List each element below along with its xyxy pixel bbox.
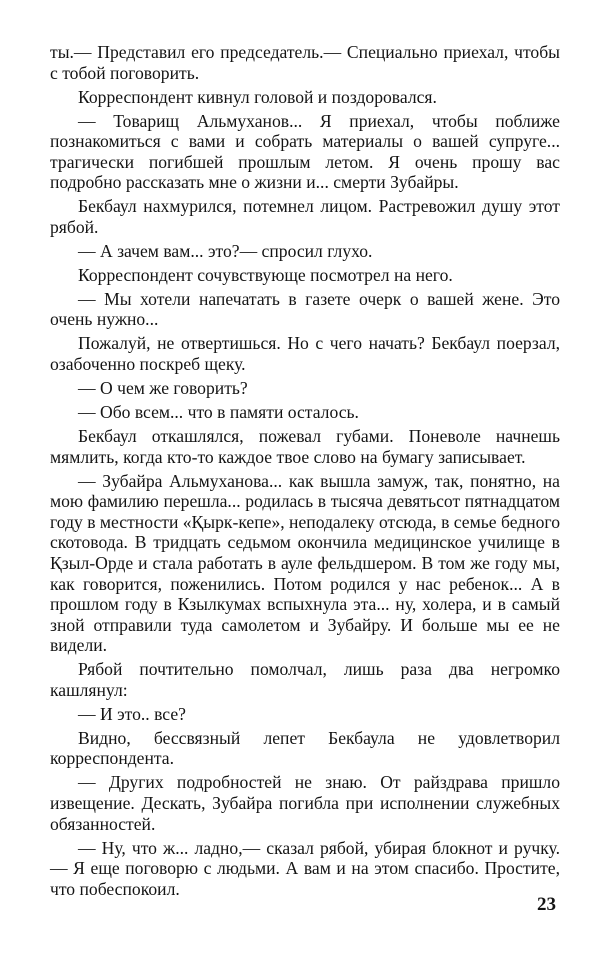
paragraph: Бекбаул нахмурился, потемнел лицом. Растревожил душу этот рябой. xyxy=(50,196,560,237)
paragraph: — А зачем вам... это?— спросил глухо. xyxy=(78,240,373,261)
paragraph: Рябой почтительно помолчал, лишь раза два негромко кашлянул: xyxy=(50,659,560,700)
paragraph: — Мы хотели напечатать в газете очерк о вашей жене. Это очень нужно... xyxy=(50,288,560,330)
paragraph: — Зубайра Альмуханова... как вышла замуж, так, понятно, на мою фамилию перешла... родилась в тысяча девятьсот пятнадцатом году в местности «Қырк-кепе», неподалеку отсюда, в семье бедного скотовода. В тридцать седьмом окончила медицинское училище в Қзыл-Орде и стала работать в ауле фельдшером. В том же году мы, как говорится, поженились. Потом родился у нас ребенок... А в прошлом году в Кзылкумах вспыхнула эта... ну, холера, и в самый зной отправили туда самолетом и Зубайру. И больше мы ее не видели. xyxy=(50,470,561,656)
paragraph: — Обо всем... что в памяти осталось. xyxy=(78,402,359,423)
paragraph: — Ну, что ж... ладно,— сказал рябой, убирая блокнот и ручку.— Я еще поговорю с людьми. А вам и на этом спасибо. Простите, что побеспокоил. xyxy=(50,837,560,899)
paragraph: — И это.. все? xyxy=(78,703,186,724)
book-page-text xyxy=(50,42,560,903)
paragraph: Пожалуй, не отвертишься. Но с чего начать? Бекбаул поерзал, озабоченно поскреб щеку. xyxy=(50,333,560,375)
paragraph: Видно, бессвязный лепет Бекбаула не удовлетворил корреспондента. xyxy=(50,727,560,769)
paragraph: Бекбаул откашлялся, пожевал губами. Поневоле начнешь мямлить, когда кто-то каждое твое слово на бумагу записывает. xyxy=(50,426,560,467)
page-number: 23 xyxy=(537,894,556,915)
paragraph: — Товарищ Альмуханов... Я приехал, чтобы поближе познакомиться с вами и собрать материалы о вашей супруге... трагически погибшей прошлым летом. Я очень прошу вас подробно рассказать мне о жизни и... смерти Зубайры. xyxy=(50,110,560,193)
paragraph: — Других подробностей не знаю. От райздрава пришло извещение. Дескать, Зубайра погибла при исполнении служебных обязанностей. xyxy=(50,772,560,834)
paragraph: — О чем же говорить? xyxy=(78,378,248,399)
paragraph: Корреспондент кивнул головой и поздоровался. xyxy=(78,86,437,107)
paragraph-continued: ты.— Представил его председатель.— Специально приехал, чтобы с тобой поговорить. xyxy=(50,42,560,83)
paragraph: Корреспондент сочувствующе посмотрел на него. xyxy=(78,264,453,285)
